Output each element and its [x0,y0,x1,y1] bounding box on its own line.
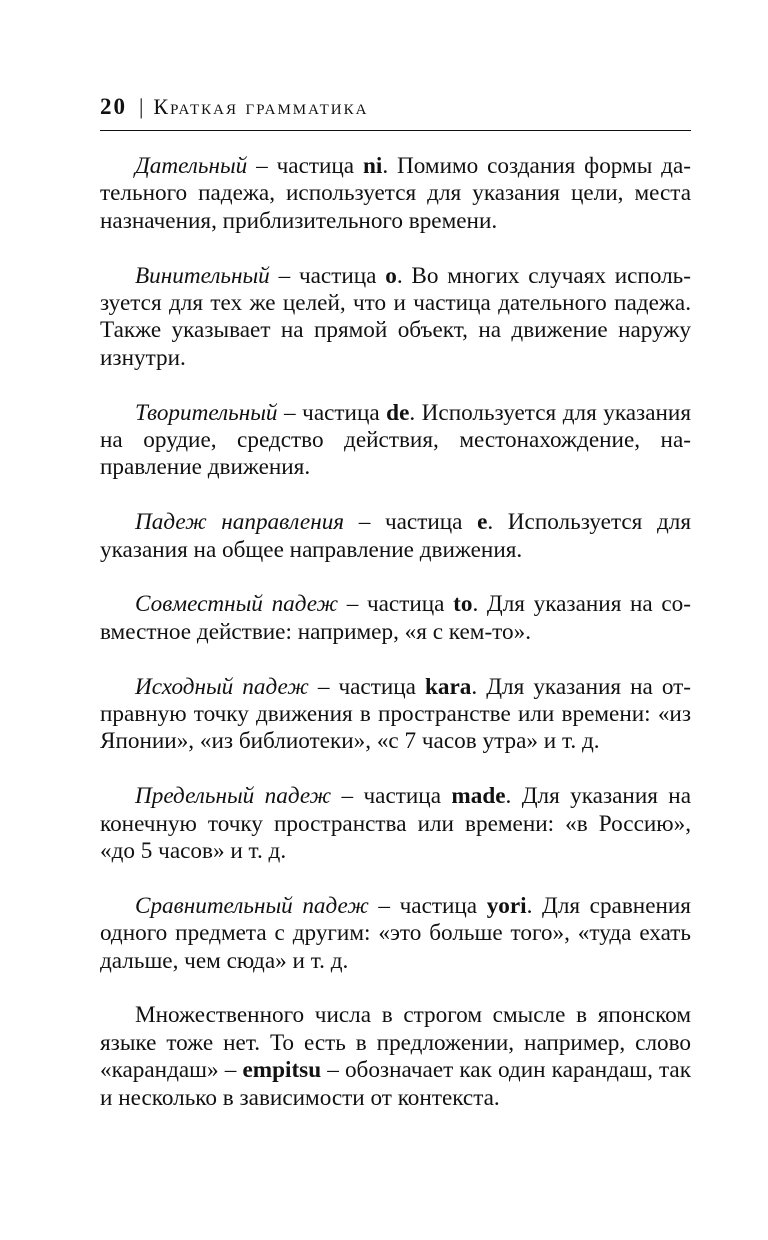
particle-word: de [386,399,410,426]
case-term: Падеж направления [135,509,345,536]
running-header [100,92,691,131]
paragraph-directional [100,509,691,564]
japanese-word: empitsu [242,1057,322,1084]
paragraph-text: – обозначает как один карандаш, так и несколько в зависимости от контекста. [100,1057,691,1111]
paragraph-ablative [100,674,691,756]
paragraph-text: . Для сравнения одного предмета с другим: «это больше того», «туда ехать дальше, чем сюда» и т. д. [100,892,691,974]
page-body [100,153,691,1112]
paragraph-text: – частица [331,783,452,810]
paragraph-text: – частица [344,509,478,536]
paragraph-text: . Используется для указания на орудие, средство действия, местонахождение, направление движения. [100,399,691,481]
particle-word: ni [362,153,383,179]
page-number: 20 [100,94,127,119]
paragraph-comparative [100,893,691,975]
particle-word: yori [486,892,527,919]
paragraph-text: . Используется для указания на общее направление движения. [100,509,691,563]
paragraph-text: . Для указания на конечную точку пространства или времени: «в Россию», «до 5 часов» и т. д. [100,783,691,865]
case-term: Дательный [135,153,248,179]
case-term: Сравнительный падеж [135,892,369,919]
paragraph-terminative [100,783,691,865]
paragraph-dative [100,153,691,235]
case-term: Предельный падеж [135,783,332,810]
case-term: Творительный [135,399,278,426]
paragraph-text: . Для указания на совместное действие: например, «я с кем-то». [100,591,691,645]
case-term: Исходный падеж [135,673,309,700]
header-separator: | [139,94,144,119]
particle-word: to [453,591,473,618]
paragraph-text: . Для указания на отправную точку движения в пространстве или времени: «из Японии», «из библиотеки», «с 7 часов утра» и т. д. [100,673,691,755]
paragraph-text: – частица [368,892,487,919]
particle-word: kara [425,673,472,700]
paragraph-text: – частица [308,673,426,700]
paragraph-text: – частица [269,262,386,289]
paragraph-instrumental [100,400,691,482]
book-page [100,92,691,1139]
particle-word: made [451,783,506,810]
paragraph-accusative [100,263,691,373]
particle-word: o [385,262,397,289]
paragraph-text: Множественного числа в строгом смысле в японском языке тоже нет. То есть в предложении, например, слово «карандаш» – [100,1002,691,1084]
paragraph-text: – частица [338,591,454,618]
paragraph-comitative [100,591,691,646]
paragraph-text: . Помимо создания формы дательного падежа, используется для указания цели, места назначения, приблизительного времени. [100,153,691,234]
particle-word: e [477,509,488,536]
case-term: Винительный [135,262,270,289]
paragraph-text: – частица [247,153,363,179]
case-term: Совместный падеж [135,591,339,618]
paragraph-text: – частица [277,399,387,426]
paragraph-plural [100,1002,691,1112]
paragraph-text: . Во многих случаях используется для тех же целей, что и частица дательного падежа. Также указывает на прямой объект, на движение наружу изнутри. [100,262,691,371]
chapter-title: Краткая грамматика [153,94,369,119]
